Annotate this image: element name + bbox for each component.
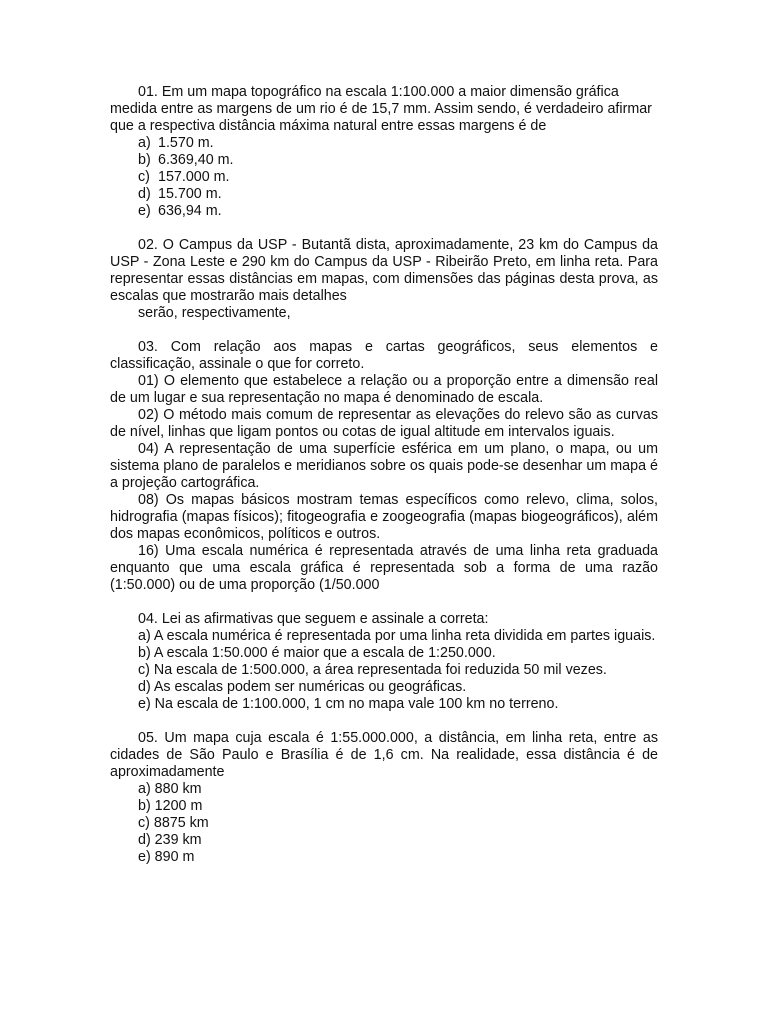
question-03-item-16: 16) Uma escala numérica é representada através de uma linha reta graduada enquanto que uma escala gráfica é representada sob a forma de uma razão (1:50.000) ou de uma proporção (1/50.000 (110, 543, 658, 593)
question-01-option-a: a) 1.570 m. (138, 135, 214, 151)
question-05-option-d: d) 239 km (138, 832, 202, 848)
question-05-option-c: c) 8875 km (138, 815, 209, 831)
question-05-stem: 05. Um mapa cuja escala é 1:55.000.000, a distância, em linha reta, entre as cidades de São Paulo e Brasília é de 1,6 cm. Na realidade, essa distância é de aproximadamente (110, 730, 658, 780)
question-04-option-e: e) Na escala de 1:100.000, 1 cm no mapa vale 100 km no terreno. (138, 696, 559, 712)
question-05-option-e: e) 890 m (138, 849, 195, 865)
question-01 (110, 84, 658, 220)
question-01-option-b: b) 6.369,40 m. (138, 152, 234, 168)
question-04-option-d: d) As escalas podem ser numéricas ou geográficas. (138, 679, 467, 695)
question-01-option-d: d) 15.700 m. (138, 186, 222, 202)
question-04-option-c: c) Na escala de 1:500.000, a área representada foi reduzida 50 mil vezes. (138, 662, 607, 678)
question-04-stem: 04. Lei as afirmativas que seguem e assinale a correta: (138, 611, 489, 627)
question-04 (110, 611, 658, 713)
question-02 (110, 237, 658, 322)
question-03-stem: 03. Com relação aos mapas e cartas geográficos, seus elementos e classificação, assinale o que for correto. (110, 339, 658, 372)
question-04-option-a: a) A escala numérica é representada por uma linha reta dividida em partes iguais. (138, 628, 656, 644)
document-page (110, 84, 658, 883)
question-05-option-a: a) 880 km (138, 781, 202, 797)
question-03 (110, 339, 658, 594)
question-03-item-08: 08) Os mapas básicos mostram temas específicos como relevo, clima, solos, hidrografia (mapas físicos); fitogeografia e zoogeografia (mapas biogeográficos), além dos mapas econômicos, políticos e outros. (110, 492, 658, 542)
question-02-stem: 02. O Campus da USP - Butantã dista, aproximadamente, 23 km do Campus da USP - Zona Leste e 290 km do Campus da USP - Ribeirão Preto, em linha reta. Para representar essas distâncias em mapas, com dimensões das páginas desta prova, as escalas que mostrarão mais detalhes (110, 237, 658, 304)
question-01-stem: 01. Em um mapa topográfico na escala 1:100.000 a maior dimensão gráfica medida entre as margens de um rio é de 15,7 mm. Assim sendo, é verdadeiro afirmar que a respectiva distância máxima natural entre essas margens é de (110, 84, 652, 134)
question-02-continuation: serão, respectivamente, (138, 305, 291, 321)
question-01-option-e: e) 636,94 m. (138, 203, 222, 219)
question-03-item-02: 02) O método mais comum de representar as elevações do relevo são as curvas de nível, linhas que ligam pontos ou cotas de igual altitude em intervalos iguais. (110, 407, 658, 440)
question-03-item-04: 04) A representação de uma superfície esférica em um plano, o mapa, ou um sistema plano de paralelos e meridianos sobre os quais pode-se desenhar um mapa é a projeção cartográfica. (110, 441, 658, 491)
question-04-option-b: b) A escala 1:50.000 é maior que a escala de 1:250.000. (138, 645, 496, 661)
question-01-option-c: c) 157.000 m. (138, 169, 230, 185)
question-05 (110, 730, 658, 866)
question-03-item-01: 01) O elemento que estabelece a relação ou a proporção entre a dimensão real de um lugar e sua representação no mapa é denominado de escala. (110, 373, 658, 406)
question-05-option-b: b) 1200 m (138, 798, 203, 814)
